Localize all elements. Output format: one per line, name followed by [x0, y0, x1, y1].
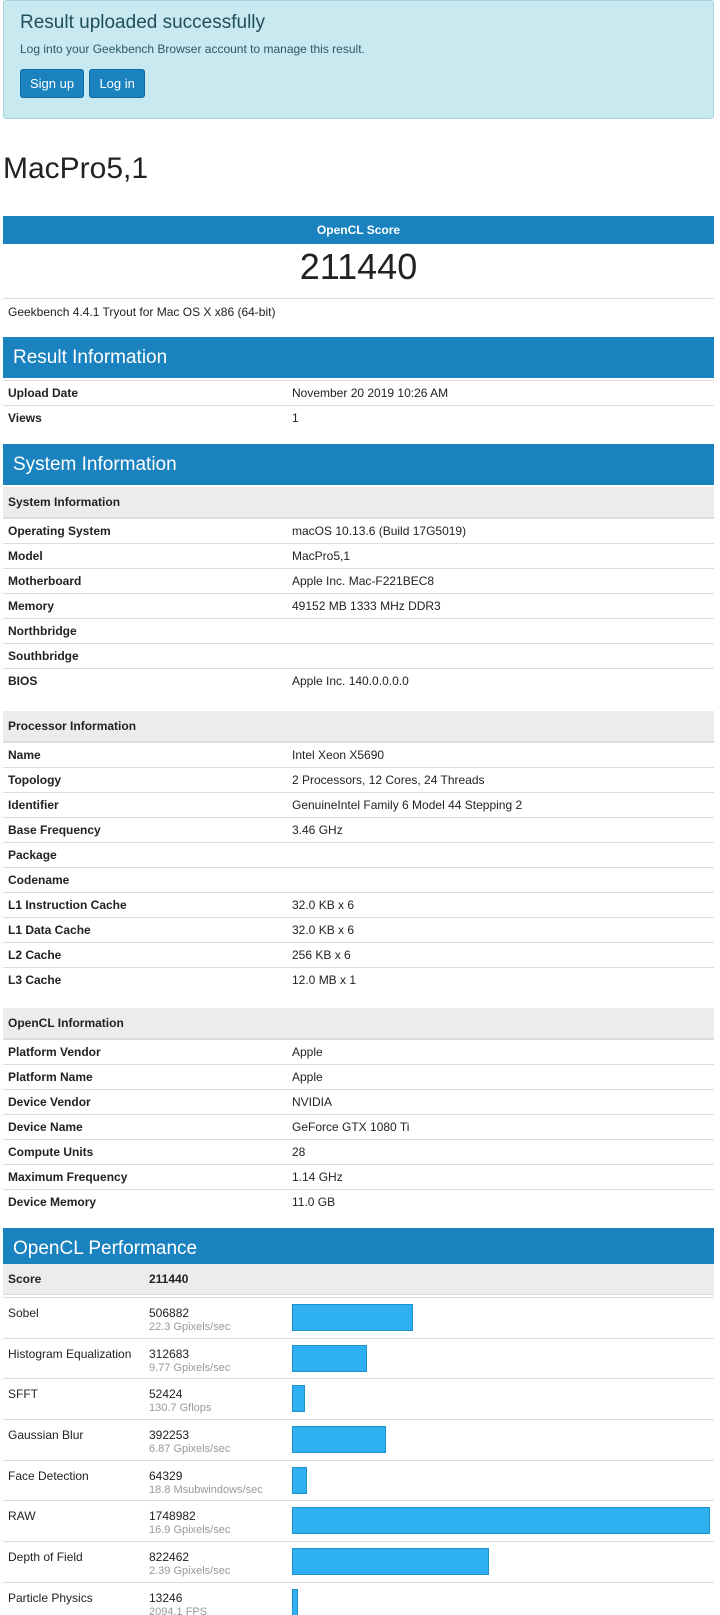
workload-score: 312683	[149, 1347, 190, 1361]
system-information-header: System Information	[3, 444, 714, 485]
workload-rate: 22.3 Gpixels/sec	[149, 1321, 231, 1333]
score-value: 211440	[149, 1272, 189, 1286]
info-value: GenuineIntel Family 6 Model 44 Stepping 2	[292, 798, 523, 812]
info-label: Maximum Frequency	[8, 1170, 128, 1184]
workload-rate: 6.87 Gpixels/sec	[149, 1443, 231, 1455]
info-row	[3, 1164, 714, 1189]
info-value: 32.0 KB x 6	[292, 898, 355, 912]
info-row	[3, 593, 714, 618]
workload-row	[3, 1500, 714, 1540]
workload-row	[3, 1541, 714, 1581]
log-in-button[interactable]: Log in	[89, 69, 144, 98]
workload-name: Sobel	[8, 1306, 39, 1320]
info-value: 49152 MB 1333 MHz DDR3	[292, 599, 441, 613]
info-label: BIOS	[8, 674, 38, 688]
workload-name: SFFT	[8, 1387, 38, 1401]
info-value: Apple	[292, 1070, 323, 1084]
info-label: Compute Units	[8, 1145, 94, 1159]
info-label: Base Frequency	[8, 823, 101, 837]
info-value: 28	[292, 1145, 306, 1159]
info-row	[3, 668, 714, 693]
info-row	[3, 568, 714, 593]
page-title: MacPro5,1	[3, 152, 149, 185]
info-row	[3, 643, 714, 668]
info-row	[3, 1089, 714, 1114]
system-subheader: System Information	[3, 487, 714, 518]
info-value: November 20 2019 10:26 AM	[292, 386, 449, 400]
workload-bar	[292, 1304, 413, 1331]
info-value: MacPro5,1	[292, 549, 351, 563]
info-value: Apple Inc. Mac-F221BEC8	[292, 574, 435, 588]
performance-score-row	[3, 1264, 714, 1295]
workload-name: Depth of Field	[8, 1550, 83, 1564]
info-value: 12.0 MB x 1	[292, 973, 357, 987]
info-value: 256 KB x 6	[292, 948, 351, 962]
workload-score: 64329	[149, 1469, 183, 1483]
upload-success-alert	[3, 0, 714, 119]
info-label: L3 Cache	[8, 973, 62, 987]
workload-rate: 2094.1 FPS	[149, 1606, 208, 1615]
workload-row	[3, 1338, 714, 1378]
workload-score: 392253	[149, 1428, 190, 1442]
info-value: 11.0 GB	[292, 1195, 336, 1209]
info-row	[3, 380, 714, 405]
info-row	[3, 917, 714, 942]
info-label: Motherboard	[8, 574, 82, 588]
workload-name: Particle Physics	[8, 1591, 93, 1605]
workload-rate: 16.9 Gpixels/sec	[149, 1524, 231, 1536]
opencl-subheader: OpenCL Information	[3, 1008, 714, 1039]
workload-rate: 130.7 Gflops	[149, 1402, 212, 1414]
workload-score: 822462	[149, 1550, 190, 1564]
workload-row	[3, 1582, 714, 1615]
info-value: macOS 10.13.6 (Build 17G5019)	[292, 524, 467, 538]
info-value: NVIDIA	[292, 1095, 333, 1109]
info-row	[3, 1189, 714, 1214]
info-value: 32.0 KB x 6	[292, 923, 355, 937]
info-value: 1	[292, 411, 299, 425]
info-value: 1.14 GHz	[292, 1170, 343, 1184]
info-row	[3, 543, 714, 568]
workload-bar	[292, 1589, 298, 1615]
workload-rate: 2.39 Gpixels/sec	[149, 1565, 231, 1577]
info-row	[3, 942, 714, 967]
opencl-score-value: 211440	[299, 246, 418, 287]
info-label: Name	[8, 748, 41, 762]
info-row	[3, 405, 714, 430]
info-label: Northbridge	[8, 624, 77, 638]
info-value: Apple	[292, 1045, 323, 1059]
info-label: Operating System	[8, 524, 111, 538]
info-row	[3, 742, 714, 767]
info-row	[3, 1064, 714, 1089]
workload-name: Histogram Equalization	[8, 1347, 132, 1361]
info-label: Codename	[8, 873, 70, 887]
info-label: Platform Name	[8, 1070, 93, 1084]
info-value: GeForce GTX 1080 Ti	[292, 1120, 410, 1134]
info-row	[3, 518, 714, 543]
info-label: Upload Date	[8, 386, 79, 400]
info-label: Southbridge	[8, 649, 79, 663]
score-label: Score	[8, 1272, 42, 1286]
workload-bar	[292, 1548, 489, 1575]
workload-bar	[292, 1385, 305, 1412]
info-row	[3, 967, 714, 992]
workload-rate: 9.77 Gpixels/sec	[149, 1362, 231, 1374]
opencl-performance-header: OpenCL Performance	[3, 1228, 714, 1269]
workload-name: Gaussian Blur	[8, 1428, 84, 1442]
info-row	[3, 817, 714, 842]
info-row	[3, 867, 714, 892]
info-label: Memory	[8, 599, 55, 613]
info-row	[3, 618, 714, 643]
workload-score: 1748982	[149, 1509, 196, 1523]
info-label: L1 Instruction Cache	[8, 898, 127, 912]
result-information-header: Result Information	[3, 337, 714, 378]
workload-score: 13246	[149, 1591, 183, 1605]
opencl-score-header: OpenCL Score	[3, 216, 714, 244]
workload-rate: 18.8 Msubwindows/sec	[149, 1484, 263, 1496]
info-row	[3, 842, 714, 867]
info-row	[3, 1139, 714, 1164]
workload-bar	[292, 1426, 386, 1453]
info-value: Intel Xeon X5690	[292, 748, 385, 762]
workload-name: Face Detection	[8, 1469, 89, 1483]
info-value: 3.46 GHz	[292, 823, 343, 837]
info-row	[3, 792, 714, 817]
workload-bar	[292, 1507, 710, 1534]
info-label: Model	[8, 549, 43, 563]
alert-message: Log into your Geekbench Browser account to manage this result.	[20, 42, 365, 56]
info-label: Views	[8, 411, 42, 425]
info-row	[3, 1114, 714, 1139]
info-row	[3, 892, 714, 917]
info-row	[3, 767, 714, 792]
workload-bar	[292, 1467, 307, 1494]
info-label: Device Vendor	[8, 1095, 91, 1109]
workload-row	[3, 1419, 714, 1459]
sign-up-button[interactable]: Sign up	[20, 69, 84, 98]
info-label: Topology	[8, 773, 62, 787]
workload-row	[3, 1297, 714, 1337]
info-value: Apple Inc. 140.0.0.0.0	[292, 674, 409, 688]
info-label: Platform Vendor	[8, 1045, 101, 1059]
info-row	[3, 1039, 714, 1064]
info-label: L2 Cache	[8, 948, 62, 962]
info-label: L1 Data Cache	[8, 923, 91, 937]
geekbench-version: Geekbench 4.4.1 Tryout for Mac OS X x86 (64-bit)	[3, 298, 714, 325]
processor-subheader: Processor Information	[3, 711, 714, 742]
info-label: Device Name	[8, 1120, 83, 1134]
workload-bar	[292, 1345, 367, 1372]
info-value: 2 Processors, 12 Cores, 24 Threads	[292, 773, 485, 787]
workload-score: 52424	[149, 1387, 183, 1401]
workload-name: RAW	[8, 1509, 36, 1523]
info-label: Identifier	[8, 798, 59, 812]
info-label: Device Memory	[8, 1195, 97, 1209]
workload-row	[3, 1460, 714, 1500]
alert-title: Result uploaded successfully	[20, 12, 266, 33]
info-label: Package	[8, 848, 57, 862]
workload-score: 506882	[149, 1306, 190, 1320]
workload-row	[3, 1378, 714, 1418]
